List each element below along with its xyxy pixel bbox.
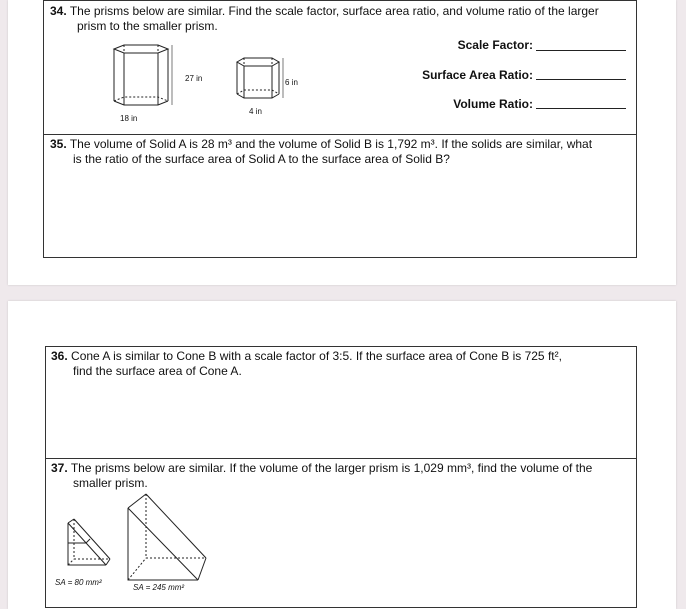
question-37-number: 37. [51, 461, 68, 475]
question-34-number: 34. [50, 4, 67, 18]
question-35-line1: The volume of Solid A is 28 m³ and the volume of Solid B is 1,792 m³. If the solids are similar, what [69, 137, 593, 151]
question-37-line2: smaller prism. [73, 476, 148, 490]
large-prism-surface-area: SA = 245 mm² [133, 583, 185, 592]
volume-ratio-blank[interactable] [536, 108, 626, 109]
question-36-line2: find the surface area of Cone A. [73, 364, 242, 378]
question-36-text [51, 349, 631, 379]
question-37-line1: The prisms below are similar. If the volume of the larger prism is 1,029 mm³, find the volume of the [70, 461, 593, 475]
small-hexagonal-prism [234, 58, 289, 108]
small-prism-height-label: 6 in [285, 78, 298, 87]
scale-factor-label: Scale Factor: [457, 38, 533, 52]
small-prism-width-label: 4 in [249, 107, 262, 116]
question-36-line1: Cone A is similar to Cone B with a scale factor of 3:5. If the surface area of Cone B is 725 ft², [71, 349, 562, 363]
surface-area-ratio-blank[interactable] [536, 79, 626, 80]
small-triangular-prism [64, 519, 114, 579]
question-35-line2: is the ratio of the surface area of Solid A to the surface area of Solid B? [73, 152, 450, 166]
question-36-number: 36. [51, 349, 68, 363]
large-prism-height-label: 27 in [185, 74, 203, 83]
large-prism-width-label: 18 in [120, 114, 138, 123]
question-34-line1: The prisms below are similar. Find the scale factor, surface area ratio, and volume ratio of the larger [69, 4, 599, 18]
question-34-line2: prism to the smaller prism. [77, 19, 218, 33]
large-hexagonal-prism [108, 45, 183, 115]
volume-ratio-label: Volume Ratio: [453, 97, 533, 111]
question-34-text [50, 4, 630, 34]
scale-factor-blank[interactable] [536, 50, 626, 51]
small-prism-surface-area: SA = 80 mm² [55, 578, 102, 587]
large-triangular-prism [124, 494, 214, 584]
question-37-text [51, 461, 631, 491]
question-35-text [50, 137, 630, 167]
question-35-number: 35. [50, 137, 67, 151]
surface-area-ratio-label: Surface Area Ratio: [422, 68, 533, 82]
